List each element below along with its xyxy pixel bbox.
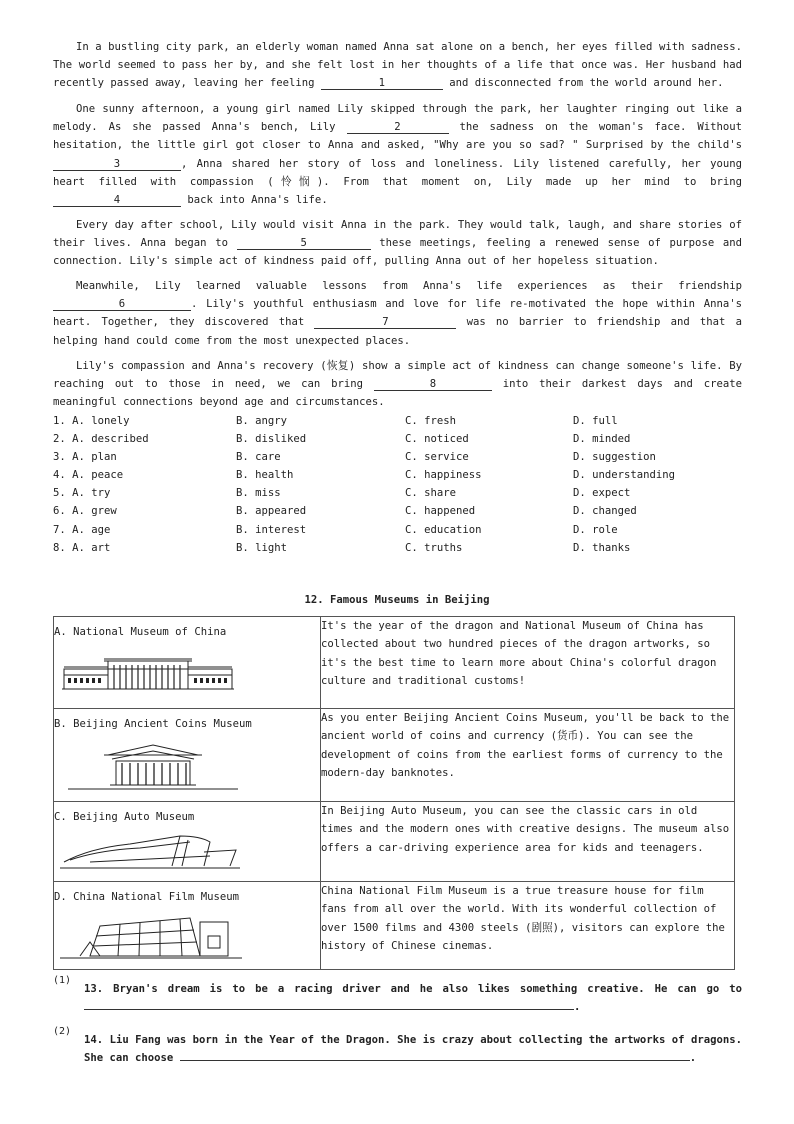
option-d: D. minded [573, 433, 631, 446]
museum-cell [54, 709, 321, 802]
table-row [54, 802, 735, 882]
blank-5: 5 [237, 237, 371, 250]
passage-text: , Anna shared her story of loss and loneliness. Lily listened carefully, her young heart filled with compassion (怜悯). From that moment on, Lily made up her mind to bring [53, 157, 742, 188]
passage-text: these meetings, feeling a renewed sense of purpose and connection. Lily's simple act of kindness paid off, pulling Anna out of her hopeless situation. [53, 237, 742, 268]
museum-name: C. Beijing Auto Museum [54, 811, 195, 823]
question-number: (1) [53, 975, 72, 986]
option-a: 3. A. plan [53, 451, 117, 464]
passage-paragraph-2 [53, 100, 742, 209]
option-b: B. appeared [236, 505, 307, 518]
passage-text: One sunny afternoon, a young girl named Lily skipped through the park, her laughter ringing out like a melody. As she passed Anna's bench, Lily [53, 103, 742, 134]
option-c: C. fresh [405, 415, 457, 427]
passage-text: In a bustling city park, an elderly woman named Anna sat alone on a bench, her eyes filled with sadness. The world seemed to pass her by, and she felt lost in her thoughts of a life that once was. Her husband had recently passed away, leaving her feeling [53, 41, 742, 90]
option-row-7 [53, 521, 753, 539]
museum-name: D. China National Film Museum [54, 891, 239, 903]
option-row-6 [53, 502, 753, 520]
option-row-8 [53, 539, 753, 557]
option-row-5 [53, 484, 753, 502]
answer-options [53, 412, 753, 557]
option-row-4 [53, 466, 753, 484]
museum-name: A. National Museum of China [54, 626, 227, 638]
national-museum-drawing [60, 655, 236, 691]
option-a: 2. A. described [53, 433, 149, 446]
passage-text: back into Anna's life. [181, 194, 328, 207]
answer-line[interactable] [84, 999, 574, 1010]
blank-4: 4 [53, 194, 181, 207]
museum-cell [54, 617, 321, 709]
passage-text: Meanwhile, Lily learned valuable lessons from Anna's life experiences as their friendship [76, 280, 742, 292]
question-text: 14. Liu Fang was born in the Year of the Dragon. She is crazy about collecting the artworks of dragons. She can choose [84, 1034, 742, 1065]
option-b: B. care [236, 451, 281, 464]
passage-text: . Lily's youthful enthusiasm and love for life re-motivated the hope within Anna's heart. Together, they discovered that [53, 298, 742, 329]
option-a: 4. A. peace [53, 469, 124, 482]
option-c: C. service [405, 451, 469, 464]
blank-3: 3 [53, 158, 181, 171]
option-d: D. suggestion [573, 451, 656, 464]
option-a: 7. A. age [53, 523, 111, 536]
option-c: C. education [405, 523, 482, 536]
option-d: D. changed [573, 505, 637, 518]
option-a: 6. A. grew [53, 505, 117, 518]
table-row [54, 709, 735, 802]
option-b: B. miss [236, 487, 281, 500]
option-a: 8. A. art [53, 541, 111, 554]
museum-description: China National Film Museum is a true treasure house for film fans from all over the world. With its wonderful collection of over 1500 films and 4300 steels (剧照), visitors can explore the history of Chinese cinemas. [321, 882, 735, 970]
passage-text: Lily's compassion and Anna's recovery (恢复) show a simple act of kindness can change someone's life. By reaching out to those in need, we can bring [53, 360, 742, 391]
question-text: 13. Bryan's dream is to be a racing driver and he also likes something creative. He can go to [84, 983, 742, 995]
table-row [54, 882, 735, 970]
question-end: . [574, 1001, 581, 1014]
passage-paragraph-3 [53, 216, 742, 271]
option-b: B. interest [236, 523, 307, 536]
museum-description: In Beijing Auto Museum, you can see the classic cars in old times and the modern ones with creative designs. The museum also offers a car-driving experience area for kids and teenagers. [321, 802, 735, 882]
film-museum-drawing [60, 912, 242, 962]
museum-name: B. Beijing Ancient Coins Museum [54, 718, 252, 730]
option-d: D. expect [573, 487, 631, 500]
section-title: 12. Famous Museums in Beijing [304, 594, 490, 606]
option-a: 5. A. try [53, 487, 111, 500]
option-row-1 [53, 412, 753, 430]
option-b: B. health [236, 469, 294, 482]
blank-7: 7 [314, 316, 456, 329]
answer-line[interactable] [180, 1050, 690, 1061]
option-a: 1. A. lonely [53, 415, 130, 427]
option-d: D. full [573, 415, 618, 427]
museum-description: It's the year of the dragon and National Museum of China has collected about two hundred pieces of the dragon artworks, so it's the best time to learn more about China's colorful dragon culture and traditional customs! [321, 617, 735, 709]
passage-paragraph-4 [53, 277, 742, 350]
option-row-2 [53, 430, 753, 448]
question-number: (2) [53, 1026, 72, 1037]
option-c: C. happened [405, 505, 476, 518]
option-d: D. understanding [573, 469, 676, 482]
museums-table [53, 616, 735, 970]
passage-text: the sadness on the woman's face. Without hesitation, the little girl got closer to Anna and asked, "Why are you so sad? " Surprised by the child's [53, 121, 742, 152]
blank-2: 2 [347, 121, 449, 134]
blank-8: 8 [374, 378, 492, 391]
auto-museum-drawing [60, 832, 240, 872]
option-d: D. thanks [573, 541, 631, 554]
blank-6: 6 [53, 298, 191, 311]
option-b: B. angry [236, 415, 288, 427]
question-14 [84, 1031, 742, 1067]
option-c: C. share [405, 487, 457, 500]
passage-text: into their darkest days and create meaningful connections beyond age and circumstances. [53, 378, 742, 409]
table-row [54, 617, 735, 709]
option-c: C. happiness [405, 469, 482, 482]
option-d: D. role [573, 523, 618, 536]
option-b: B. disliked [236, 433, 307, 446]
passage-text: Every day after school, Lily would visit Anna in the park. They would talk, laugh, and share stories of their lives. Anna began to [53, 219, 742, 250]
passage-text: and disconnected from the world around her. [442, 77, 724, 90]
option-c: C. noticed [405, 433, 469, 446]
option-b: B. light [236, 541, 288, 554]
option-row-3 [53, 448, 753, 466]
question-end: . [689, 1052, 697, 1065]
passage-paragraph-5 [53, 357, 742, 412]
museum-cell [54, 802, 321, 882]
blank-1: 1 [321, 77, 443, 90]
question-13 [84, 980, 742, 1016]
museum-description: As you enter Beijing Ancient Coins Museum, you'll be back to the ancient world of coins and currency (货币). You can see the development of coins from the earliest forms of currency to the modern-day banknotes. [321, 709, 735, 802]
ancient-coins-museum-drawing [68, 743, 238, 791]
passage-paragraph-1 [53, 38, 742, 93]
museum-cell [54, 882, 321, 970]
passage-text: was no barrier to friendship and that a helping hand could come from the most unexpected places. [53, 316, 742, 347]
option-c: C. truths [405, 541, 463, 554]
